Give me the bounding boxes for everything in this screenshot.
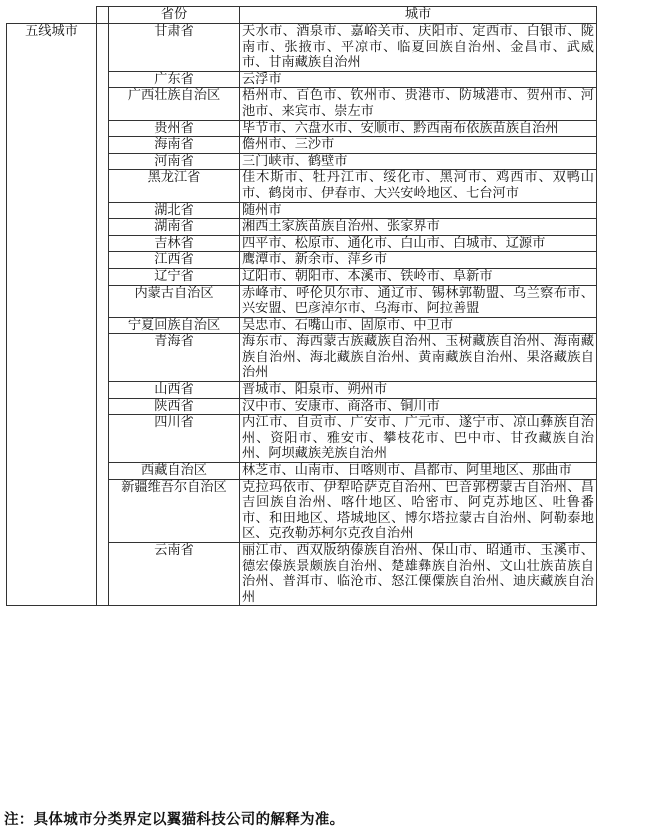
table-row <box>7 24 597 72</box>
cities-cell: 梧州市、百色市、钦州市、贵港市、防城港市、贺州市、河池市、来宾市、崇左市 <box>240 88 597 120</box>
cities-cell: 湘西土家族苗族自治州、张家界市 <box>240 219 597 236</box>
province-cell: 新疆维吾尔自治区 <box>109 479 240 542</box>
cities-cell: 汉中市、安康市、商洛市、铜川市 <box>240 398 597 415</box>
city-tier-table <box>6 6 597 606</box>
province-cell: 河南省 <box>109 153 240 170</box>
cities-cell: 毕节市、六盘水市、安顺市、黔西南布依族苗族自治州 <box>240 120 597 137</box>
cities-cell: 内江市、自贡市、广安市、广元市、遂宁市、凉山彝族自治州、资阳市、雅安市、攀枝花市、巴中市、甘孜藏族自治州、阿坝藏族羌族自治州 <box>240 415 597 463</box>
tier-gap-column <box>97 24 109 606</box>
province-cell: 甘肃省 <box>109 24 240 72</box>
cities-cell: 云浮市 <box>240 71 597 88</box>
cities-cell: 晋城市、阳泉市、朔州市 <box>240 382 597 399</box>
province-cell: 海南省 <box>109 137 240 154</box>
province-cell: 湖南省 <box>109 219 240 236</box>
province-cell: 辽宁省 <box>109 268 240 285</box>
cities-cell: 克拉玛依市、伊犁哈萨克自治州、巴音郭楞蒙古自治州、昌吉回族自治州、喀什地区、哈密市、阿克苏地区、吐鲁番市、和田地区、塔城地区、博尔塔拉蒙古自治州、阿勒泰地区、克孜勒苏柯尔克孜自治州 <box>240 479 597 542</box>
province-cell: 西藏自治区 <box>109 463 240 480</box>
header-province: 省份 <box>109 7 240 24</box>
header-blank-cell <box>7 7 97 24</box>
cities-cell: 佳木斯市、牡丹江市、绥化市、黑河市、鸡西市、双鸭山市、鹤岗市、伊春市、大兴安岭地区、七台河市 <box>240 170 597 202</box>
province-cell: 广东省 <box>109 71 240 88</box>
province-cell: 吉林省 <box>109 235 240 252</box>
province-cell: 宁夏回族自治区 <box>109 317 240 334</box>
cities-cell: 儋州市、三沙市 <box>240 137 597 154</box>
province-cell: 四川省 <box>109 415 240 463</box>
province-cell: 黑龙江省 <box>109 170 240 202</box>
cities-cell: 四平市、松原市、通化市、白山市、白城市、辽源市 <box>240 235 597 252</box>
province-cell: 湖北省 <box>109 202 240 219</box>
cities-cell: 海东市、海西蒙古族藏族自治州、玉树藏族自治州、海南藏族自治州、海北藏族自治州、黄南藏族自治州、果洛藏族自治州 <box>240 334 597 382</box>
province-cell: 内蒙古自治区 <box>109 285 240 317</box>
province-cell: 贵州省 <box>109 120 240 137</box>
footnote: 注：具体城市分类界定以翼猫科技公司的解释为准。 <box>4 811 345 828</box>
province-cell: 陕西省 <box>109 398 240 415</box>
cities-cell: 随州市 <box>240 202 597 219</box>
tier-label: 五线城市 <box>7 24 97 606</box>
cities-cell: 丽江市、西双版纳傣族自治州、保山市、昭通市、玉溪市、德宏傣族景颇族自治州、楚雄彝族自治州、文山壮族苗族自治州、普洱市、临沧市、怒江傈僳族自治州、迪庆藏族自治州 <box>240 543 597 606</box>
cities-cell: 天水市、酒泉市、嘉峪关市、庆阳市、定西市、白银市、陇南市、张掖市、平凉市、临夏回族自治州、金昌市、武威市、甘南藏族自治州 <box>240 24 597 72</box>
header-city: 城市 <box>240 7 597 24</box>
header-gap-cell <box>97 7 109 24</box>
province-cell: 广西壮族自治区 <box>109 88 240 120</box>
table-body <box>7 24 597 606</box>
cities-cell: 辽阳市、朝阳市、本溪市、铁岭市、阜新市 <box>240 268 597 285</box>
province-cell: 云南省 <box>109 543 240 606</box>
province-cell: 青海省 <box>109 334 240 382</box>
cities-cell: 三门峡市、鹤壁市 <box>240 153 597 170</box>
cities-cell: 赤峰市、呼伦贝尔市、通辽市、锡林郭勒盟、乌兰察布市、兴安盟、巴彦淖尔市、乌海市、阿拉善盟 <box>240 285 597 317</box>
cities-cell: 林芝市、山南市、日喀则市、昌都市、阿里地区、那曲市 <box>240 463 597 480</box>
table-header-row <box>7 7 597 24</box>
cities-cell: 吴忠市、石嘴山市、固原市、中卫市 <box>240 317 597 334</box>
province-cell: 山西省 <box>109 382 240 399</box>
cities-cell: 鹰潭市、新余市、萍乡市 <box>240 252 597 269</box>
province-cell: 江西省 <box>109 252 240 269</box>
